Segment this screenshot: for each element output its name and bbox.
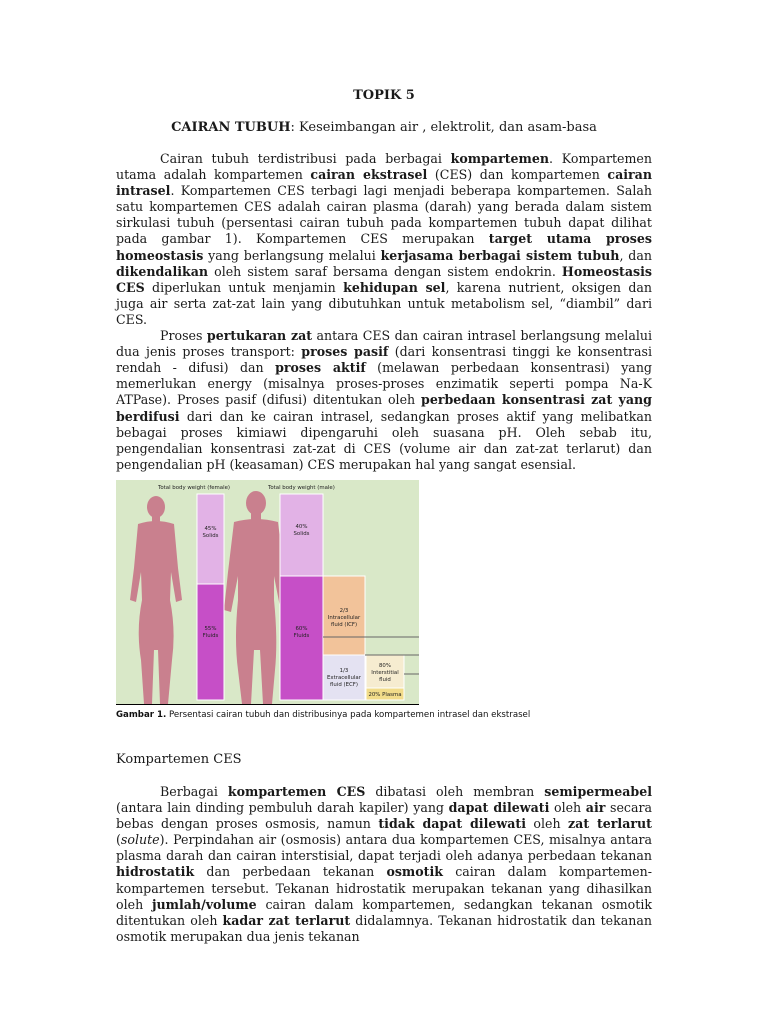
text-run: dan perbedaan tekanan <box>194 864 387 880</box>
icf-label-2: fluid (ICF) <box>330 622 358 628</box>
figure-rule <box>116 704 419 705</box>
ecf-fraction: 1/3 <box>339 668 349 674</box>
bold-term: air <box>585 800 606 816</box>
interstitial-label-1: Interstitial <box>371 670 399 676</box>
bold-term: perbedaan konsentrasi zat yang berdifusi <box>116 392 652 424</box>
icf-fraction: 2/3 <box>339 608 349 614</box>
plasma-label: 20% Plasma <box>368 692 402 698</box>
subtitle-bold: CAIRAN TUBUH <box>171 120 291 135</box>
text-run: , dan <box>619 247 652 263</box>
bold-term: target utama proses homeostasis <box>116 231 652 263</box>
text-run: cairan dalam kompartemen, sedangkan tekanan osmotik ditentukan oleh <box>116 896 652 928</box>
text-run: oleh <box>526 816 569 832</box>
text-run: ). Perpindahan air (osmosis) antara dua kompartemen CES, misalnya antara plasma darah dan cairan interstisial, dapat terjadi oleh adanya perbedaan tekanan <box>116 832 652 864</box>
male-fluids-pct: 60% <box>295 626 308 632</box>
figure-caption <box>116 710 530 720</box>
text-run: antara CES dan cairan intrasel berlangsung melalui dua jenis proses transport: <box>116 328 652 360</box>
icf-label-1: Intracellular <box>327 615 361 621</box>
male-label: Total body weight (male) <box>268 485 335 491</box>
female-fluids-label: Fluids <box>202 633 219 639</box>
text-run: secara bebas dengan proses osmosis, namun <box>116 800 653 832</box>
female-solids-pct: 45% <box>204 526 217 532</box>
text-run: yang berlangsung melalui <box>203 247 381 263</box>
caption-rest: Persentasi cairan tubuh dan distribusinya pada kompartemen intrasel dan ekstrasel <box>166 710 531 720</box>
female-label: Total body weight (female) <box>158 485 231 491</box>
section-paragraph-1 <box>116 784 652 945</box>
bold-term: tidak dapat dilewati <box>378 816 526 832</box>
text-run: cairan dalam kompartemen-kompartemen tersebut. Tekanan hidrostatik merupakan tekanan yang dihasilkan oleh <box>116 864 652 912</box>
caption-bold: Gambar 1. <box>116 710 167 720</box>
subtitle-rest: : Keseimbangan air , elektrolit, dan asam-basa <box>290 120 597 135</box>
bold-term: kehidupan sel <box>343 279 446 295</box>
section-heading: Kompartemen CES <box>116 752 242 767</box>
intro-text <box>116 151 652 473</box>
text-run: (antara lain dinding pembuluh darah kapiler) yang <box>116 800 449 816</box>
intro-paragraph-2 <box>116 328 652 473</box>
italic-term: solute <box>120 832 160 848</box>
bold-term: proses aktif <box>275 360 366 376</box>
bold-term: zat terlarut <box>568 816 652 832</box>
text-run: oleh <box>549 800 586 816</box>
female-solids-label: Solids <box>202 533 219 539</box>
male-fluids-label: Fluids <box>293 633 310 639</box>
bold-term: kompartemen <box>450 151 550 166</box>
interstitial-pct: 80% <box>379 663 391 669</box>
ecf-label-2: fluid (ECF) <box>330 682 358 688</box>
bold-term: kerjasama berbagai sistem tubuh <box>380 247 620 263</box>
document-title: TOPIK 5 <box>353 88 415 103</box>
text-run: Proses <box>160 328 207 344</box>
bold-term: Homeostasis CES <box>116 263 652 295</box>
bold-term: semipermeabel <box>544 784 653 799</box>
intro-paragraph-1 <box>116 151 652 328</box>
bold-term: dapat dilewati <box>448 800 550 816</box>
text-run: Berbagai <box>160 784 228 799</box>
text-run: (CES) dan kompartemen <box>427 167 608 183</box>
bold-term: dikendalikan <box>116 263 209 279</box>
text-run: dari dan ke cairan intrasel, sedangkan proses aktif yang melibatkan bebagai proses kimiawi dipengaruhi oleh suasana pH. Oleh sebab itu, pengendalian konsentrasi zat-zat di CES (volume air dan zat-zat terlarut) dan pengendalian pH (keasaman) CES merupakan hal yang sangat esensial. <box>116 408 652 472</box>
figure-illustration <box>116 480 419 704</box>
bold-term: pertukaran zat <box>206 328 313 344</box>
bold-term: proses pasif <box>301 344 389 360</box>
male-solids-pct: 40% <box>295 524 308 530</box>
text-run: dibatasi oleh membran <box>365 784 545 799</box>
bold-term: osmotik <box>386 864 443 880</box>
text-run: diperlukan untuk menjamin <box>144 279 344 295</box>
text-run: (dari konsentrasi tinggi ke konsentrasi rendah - difusi) dan <box>116 344 652 376</box>
document-subtitle <box>116 120 652 135</box>
female-fluids-pct: 55% <box>204 626 217 632</box>
male-solids-label: Solids <box>293 531 310 537</box>
text-run: . Kompartemen CES terbagi lagi menjadi beberapa kompartemen. Salah satu kompartemen CES adalah cairan plasma (darah) yang berada dalam sistem sirkulasi tubuh (persentasi cairan tubuh pada kompartemen tubuh dapat dilihat pada gambar 1). Kompartemen CES merupakan <box>116 183 652 247</box>
text-run: . Kompartemen utama adalah kompartemen <box>116 151 652 183</box>
interstitial-label-2: fluid <box>379 677 391 683</box>
body-fluid-figure <box>116 480 419 704</box>
bold-term: kadar zat terlarut <box>222 912 351 928</box>
text-run: ( <box>116 832 121 848</box>
bold-term: jumlah/volume <box>151 896 257 912</box>
bold-term: cairan intrasel <box>116 167 652 199</box>
bold-term: kompartemen CES <box>227 784 366 799</box>
text-run: oleh sistem saraf bersama dengan sistem endokrin. <box>208 263 562 279</box>
text-run: didalamnya. Tekanan hidrostatik dan tekanan osmotik merupakan dua jenis tekanan <box>116 912 652 944</box>
ecf-label-1: Extracellular <box>327 675 361 681</box>
text-run: Cairan tubuh terdistribusi pada berbagai <box>160 151 451 166</box>
text-run: , karena nutrient, oksigen dan juga air serta zat-zat lain yang dibutuhkan untuk metabolism sel, “diambil” dari CES. <box>116 279 652 327</box>
bold-term: cairan ekstrasel <box>310 167 428 183</box>
bold-term: hidrostatik <box>116 864 195 880</box>
text-run: (melawan perbedaan konsentrasi) yang memerlukan energy (misalnya proses-proses enzimatik seperti pompa Na-K ATPase). Proses pasif (difusi) ditentukan oleh <box>116 360 652 408</box>
section-text <box>116 784 652 945</box>
